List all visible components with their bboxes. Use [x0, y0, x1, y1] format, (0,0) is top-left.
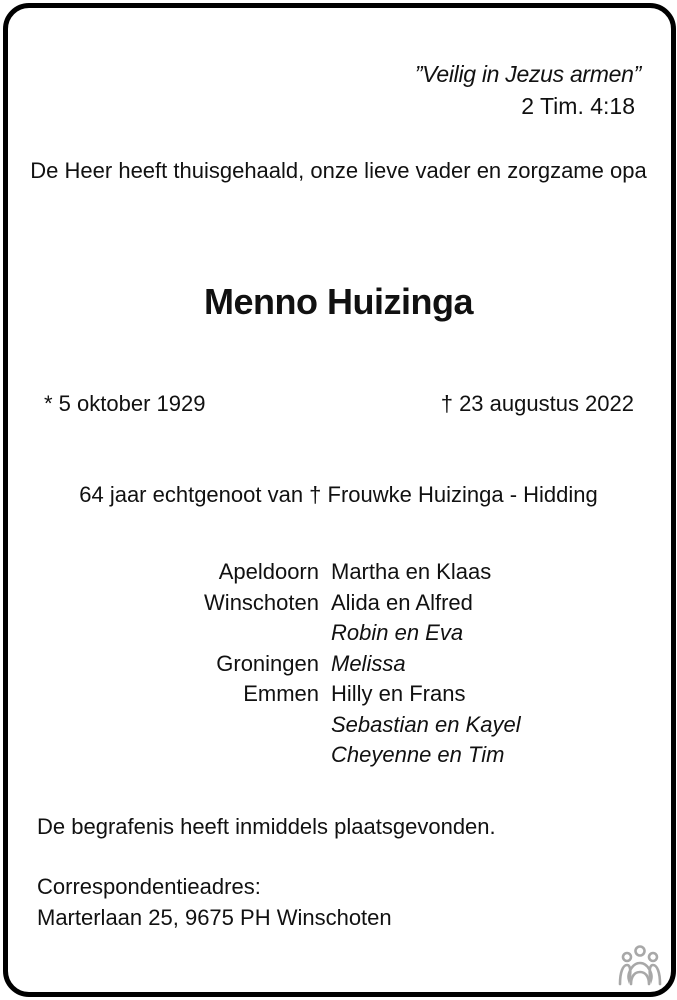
- family-names: Melissa: [331, 650, 406, 676]
- correspondence-address: Marterlaan 25, 9675 PH Winschoten: [37, 905, 392, 930]
- family-names: Martha en Klaas: [331, 559, 492, 584]
- family-names: Alida en Alfred: [331, 589, 473, 615]
- family-names: Cheyenne en Tim: [331, 742, 505, 767]
- family-names: Sebastian en Kayel: [331, 711, 521, 737]
- family-row: [160, 588, 521, 619]
- family-place: Winschoten: [204, 589, 319, 615]
- correspondence-label: Correspondentieadres:: [37, 874, 261, 899]
- family-row: [160, 740, 521, 771]
- family-row: [160, 649, 521, 680]
- family-place: [160, 710, 331, 741]
- people-group-icon: [617, 944, 663, 986]
- family-place: Apeldoorn: [218, 559, 319, 584]
- spouse-line: 64 jaar echtgenoot van † Frouwke Huizinga - Hidding: [79, 482, 598, 507]
- birth-date: * 5 oktober 1929: [44, 391, 206, 416]
- funeral-note: De begrafenis heeft inmiddels plaatsgevonden.: [37, 814, 496, 839]
- scripture-reference: 2 Tim. 4:18: [521, 93, 635, 119]
- family-row: [160, 557, 521, 588]
- family-names: Robin en Eva: [331, 620, 464, 645]
- intro-text: De Heer heeft thuisgehaald, onze lieve vader en zorgzame opa: [30, 158, 647, 183]
- family-row: [160, 618, 521, 649]
- family-names: Hilly en Frans: [331, 681, 466, 706]
- deceased-name: Menno Huizinga: [204, 281, 473, 322]
- family-place: [160, 618, 331, 649]
- family-place: [160, 740, 331, 771]
- family-place: Groningen: [216, 650, 319, 676]
- death-date: † 23 augustus 2022: [440, 391, 634, 416]
- scripture-quote: ”Veilig in Jezus armen”: [414, 61, 641, 87]
- family-row: [160, 710, 521, 741]
- family-place: Emmen: [243, 681, 319, 706]
- family-row: [160, 679, 521, 710]
- family-list: [160, 557, 521, 771]
